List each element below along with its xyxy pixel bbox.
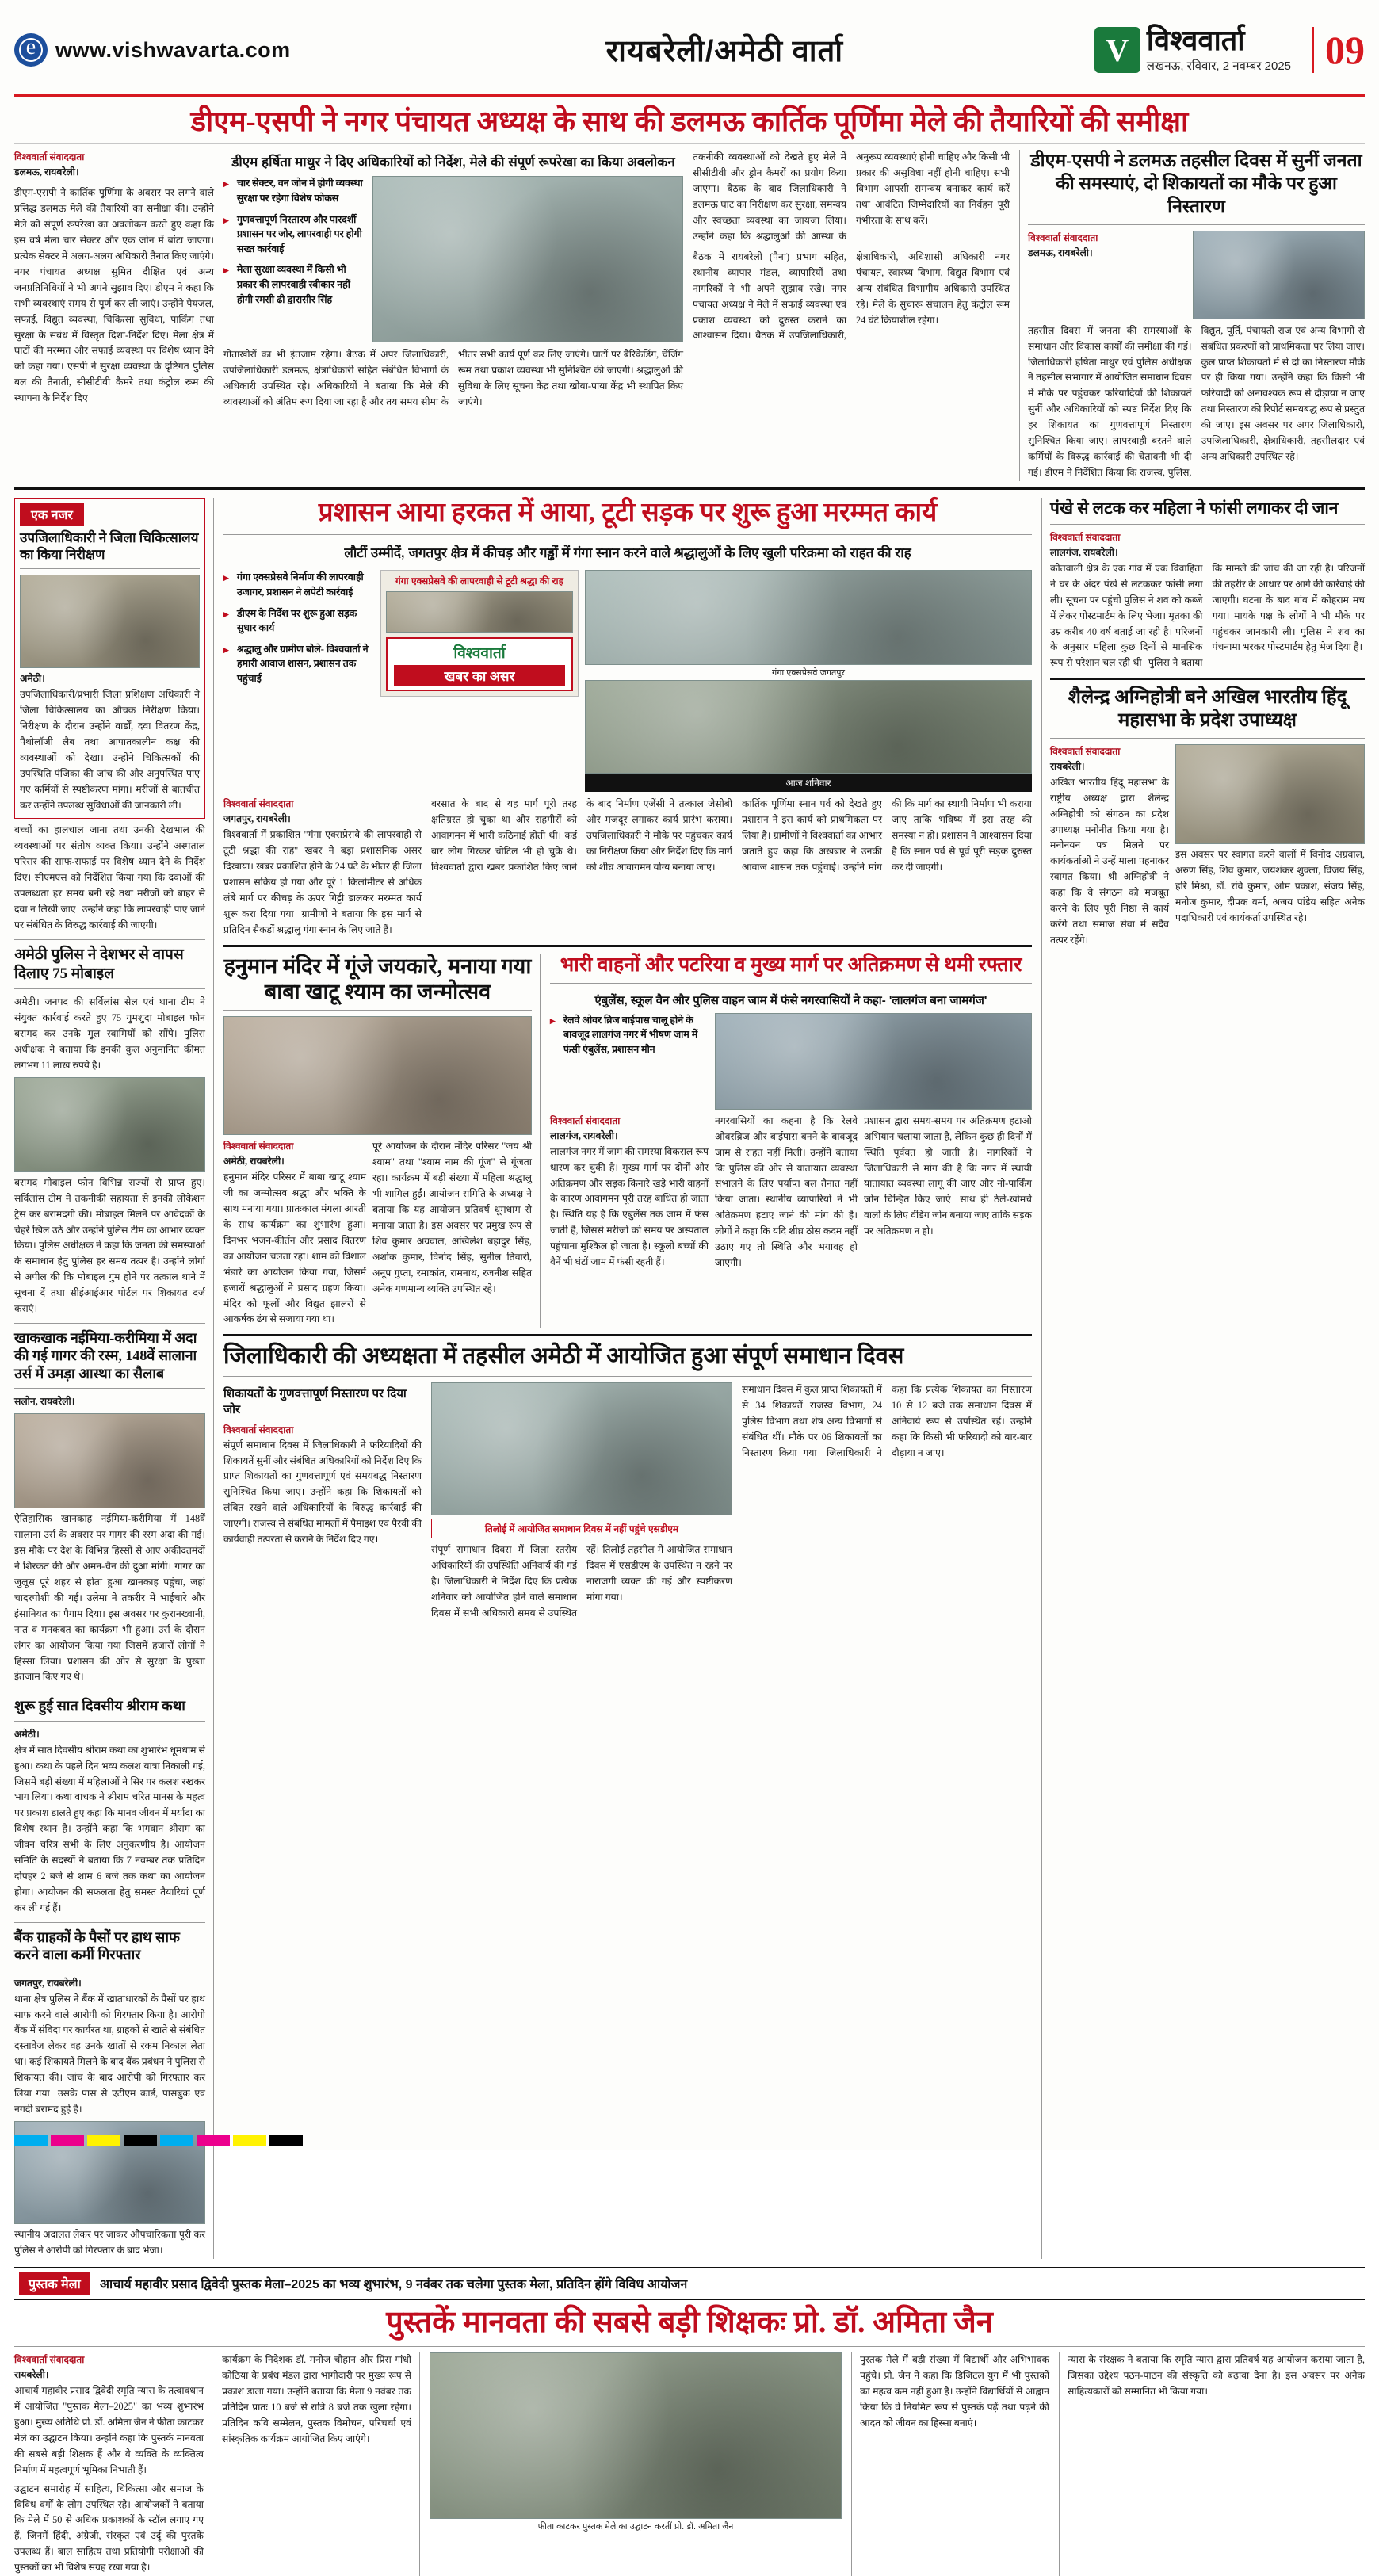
hanuman-byline: विश्ववार्ता संवाददाता xyxy=(223,1141,294,1152)
bank-news-text: थाना क्षेत्र पुलिस ने बैंक में खाताधारकों के पैसों पर हाथ साफ करने वाले आरोपी को गिरफ्तार किया है। आरोपी बैंक में संविदा पर कार्यरत था, ग्राहकों से खाते से संबंधित दस्तावेज लेकर वह उनके खातों से रकम निकाल लेता था। कई शिकायतें मिलने के बाद बैंक प्रबंधन ने पुलिस से शिकायत की। जांच के बाद आरोपी को गिरफ्तार कर लिया गया। उसके पास से एटीएम कार्ड, पासबुक एवं नगदी बरामद हुई है। xyxy=(14,1993,205,2115)
main-grid xyxy=(14,498,1365,2259)
book-fair-story xyxy=(14,2305,1365,2576)
gagar-news-text: ऐतिहासिक खानकाह नईमिया-करीमिया में 148वें सालाना उर्स के अवसर पर गागर की रस्म अदा की गई। इस मौके पर देश के विभिन्न हिस्सों से आए अकीदतमंदों ने शिरकत की और अमन-चैन की दुआ मांगी। गागर का जुलूस पूरे शहर से होता हुआ खानकाह पहुंचा, जहां चादरपोशी की गई। उलेमा ने तकरीर में भाईचारे और इंसानियत का पैगाम दिया। इस अवसर पर कुरानख्वानी, नात व मनकबत का कार्यक्रम भी हुआ। उर्स के दौरान लंगर का आयोजन किया गया जिसमें हजारों लोगों ने हिस्सा लिया। प्रशासन की ओर से सुरक्षा के पुख्ता इंतजाम किए गए थे। xyxy=(14,1513,205,1683)
shriram-news-dateline: अमेठी। xyxy=(14,1728,40,1740)
left-column xyxy=(14,498,214,2259)
side-top-headline: डीएम-एसपी ने डलमऊ तहसील दिवस में सुनीं जनता की समस्याएं, दो शिकायतों का मौके पर हुआ निस्तारण xyxy=(1030,151,1362,216)
gagar-news-photo xyxy=(14,1413,205,1508)
lead-right-column xyxy=(693,150,1010,480)
brand-name: विश्ववार्ता xyxy=(1146,24,1245,56)
traffic-photo xyxy=(715,1013,1032,1110)
samadhan-text-2: समाधान दिवस में कुल प्राप्त शिकायतों में से 34 शिकायतें राजस्व विभाग, 24 पुलिस विभाग तथा शेष अन्य विभागों से संबंधित थीं। मौके पर 06 शिकायतों का निस्तारण किया गया। जिलाधिकारी ने कहा कि प्रत्येक शिकायत का निस्तारण 10 से 12 बजे तक समाधान दिवस में अनिवार्य रूप से उपस्थित रहें। उन्होंने कहा कि किसी भी फरियादी को बार-बार दौड़ाया न जाए। xyxy=(742,1384,1032,1458)
woman-news-dateline: लालगंज, रायबरेली। xyxy=(1050,547,1118,559)
samadhan-text-3: संपूर्ण समाधान दिवस में जिला स्तरीय अधिकारियों की उपस्थिति अनिवार्य की गई है। जिलाधिकारी ने निर्देश दिए कि प्रत्येक शनिवार को आयोजित होने वाले समाधान दिवस में सभी अधिकारी समय से उपस्थित रहें। तिलोई तहसील में आयोजित समाधान दिवस में एसडीएम के उपस्थित न रहने पर नाराजगी व्यक्त की गई और स्पष्टीकरण मांगा गया। xyxy=(431,1544,732,1619)
book-fair-text-3: कार्यक्रम के निदेशक डॉ. मनोज चौहान और प्रिंस गांधी कोठिया के प्रबंध मंडल द्वारा भागीदारी पर मुख्य रूप से प्रकाश डाला गया। उन्होंने बताया कि मेला 9 नवंबर तक प्रतिदिन प्रातः 10 बजे से रात्रि 8 बजे तक खुला रहेगा। प्रतिदिन कवि सम्मेलन, पुस्तक विमोचन, परिचर्चा एवं सांस्कृतिक कार्यक्रम आयोजित किए जाएंगे। xyxy=(222,2354,411,2444)
road-text-2: बरसात के बाद से यह मार्ग पूरी तरह क्षतिग्रस्त हो चुका था और राहगीरों को आवागमन में भारी कठिनाई होती थी। कई बार लोग गिरकर चोटिल भी हो चुके थे। विश्ववार्ता द्वारा खबर प्रकाशित किए जाने के बाद निर्माण एजेंसी ने तत्काल जेसीबी और मजदूर लगाकर कार्य प्रारंभ कराया। उपजिलाधिकारी ने मौके पर पहुंचकर कार्य का निरीक्षण किया और निर्देश दिए कि मार्ग को शीघ्र आवागमन योग्य बनाया जाए। xyxy=(431,798,732,873)
print-color-bar xyxy=(14,2135,303,2146)
mobile-news-text: बरामद मोबाइल फोन विभिन्न राज्यों से प्राप्त हुए। सर्विलांस टीम ने तकनीकी सहायता से इनकी लोकेशन ट्रेस कर बरामदगी की। मोबाइल मिलने पर आवेदकों के चेहरे खिल उठे और उन्होंने पुलिस टीम का आभार व्यक्त किया। पुलिस अधीक्षक ने कहा कि जनता की समस्याओं के समाधान हेतु पुलिस हर समय तत्पर है। उन्होंने लोगों से अपील की कि मोबाइल गुम होने पर तत्काल थाने में सूचना दें तथा सीईआईआर पोर्टल पर शिकायत दर्ज कराएं। xyxy=(14,1176,205,1315)
lead-photo xyxy=(372,176,683,342)
lead-subhead: डीएम हर्षिता माथुर ने दिए अधिकारियों को निर्देश, मेले की संपूर्ण रूपरेखा का किया अवलोकन xyxy=(231,155,675,170)
gagar-news-headline: खाकखाक नईमिया-करीमिया में अदा की गई गागर की रस्म, 148वें सालाना उर्स में उमड़ा आस्था का सैलाब xyxy=(14,1329,197,1382)
edition-title: रायबरेली/अमेठी वार्ता xyxy=(605,35,844,68)
road-photo-2 xyxy=(585,680,1032,774)
road-headline: प्रशासन आया हरकत में आया, टूटी सड़क पर शुरू हुआ मरम्मत कार्य xyxy=(318,498,938,527)
gagar-news-dateline: सलोन, रायबरेली। xyxy=(14,1396,75,1408)
book-fair-dateline: रायबरेली। xyxy=(14,2369,49,2381)
hanuman-text: हनुमान मंदिर परिसर में बाबा खाटू श्याम जी का जन्मोत्सव श्रद्धा और भक्ति के साथ मनाया गया। प्रातःकाल मंगला आरती के साथ कार्यक्रम का शुभारंभ हुआ। दिनभर भजन-कीर्तन और प्रसाद वितरण का आयोजन चलता रहा। शाम को विशाल भंडारे का आयोजन किया गया, जिसमें हजारों श्रद्धालुओं ने प्रसाद ग्रहण किया। मंदिर को फूलों और विद्युत झालरों से आकर्षक ढंग से सजाया गया था। xyxy=(223,1171,366,1325)
ek-nazar-photo xyxy=(20,575,200,668)
traffic-text-3: प्रशासन द्वारा समय-समय पर अतिक्रमण हटाओ अभियान चलाया जाता है, लेकिन कुछ ही दिनों में स्थिति पूर्ववत हो जाती है। नागरिकों ने जिलाधिकारी से मांग की है कि नगर में स्थायी यातायात व्यवस्था लागू की जाए और नो-पार्किंग जोन चिन्हित किए जाएं। साथ ही ठेले-खोमचे वालों के लिए वेंडिंग जोन बनाया जाए ताकि सड़क पर अतिक्रमण न हो। xyxy=(864,1114,1032,1237)
road-text-3: कार्तिक पूर्णिमा स्नान पर्व को देखते हुए प्रशासन ने इस कार्य को प्राथमिकता पर लिया है। ग्रामीणों ने विश्ववार्ता का आभार जताते हुए कहा कि अखबार ने उनकी आवाज शासन तक पहुंचाई। उन्होंने मांग की कि मार्ग का स्थायी निर्माण भी कराया जाए ताकि भविष्य में इस तरह की समस्या न हो। प्रशासन ने आश्वासन दिया है कि स्नान पर्व से पूर्व पूरी सड़क दुरुस्त कर दी जाएगी। xyxy=(742,798,1032,873)
traffic-story xyxy=(550,954,1032,1328)
hanuman-photo xyxy=(223,1016,532,1135)
book-fair-text-1: आचार्य महावीर प्रसाद द्विवेदी स्मृति न्यास के तत्वावधान में आयोजित "पुस्तक मेला–2025" का भव्य शुभारंभ हुआ। मुख्य अतिथि प्रो. डॉ. अमिता जैन ने फीता काटकर मेले का उद्घाटन किया। उन्होंने कहा कि पुस्तकें मानवता की सबसे बड़ी शिक्षक हैं और वे व्यक्ति के व्यक्तित्व निर्माण में महत्वपूर्ण भूमिका निभाती हैं। xyxy=(14,2385,204,2475)
hanuman-text-2: पूरे आयोजन के दौरान मंदिर परिसर "जय श्री श्याम" तथा "श्याम नाम की गूंज" से गूंजता रहा। कार्यक्रम में बड़ी संख्या में महिला श्रद्धालु भी शामिल हुईं। आयोजन समिति के अध्यक्ष ने बताया कि यह आयोजन प्रतिवर्ष धूमधाम से मनाया जाता है। इस अवसर पर प्रमुख रूप से शिव कुमार अग्रवाल, अखिलेश बहादुर सिंह, अशोक कुमार, विनोद सिंह, सुनील तिवारी, अनूप गुप्ता, रमाकांत, रामनाथ, रजनीश सहित अनेक गणमान्य व्यक्ति उपस्थित रहे। xyxy=(372,1141,532,1294)
woman-news-byline: विश्ववार्ता संवाददाता xyxy=(1050,532,1121,544)
lead-story xyxy=(14,105,1365,481)
masthead-center xyxy=(355,29,1094,71)
samadhan-headline: जिलाधिकारी की अध्यक्षता में तहसील अमेठी में आयोजित हुआ संपूर्ण समाधान दिवस xyxy=(223,1343,904,1370)
road-text-1: विश्ववार्ता में प्रकाशित "गंगा एक्सप्रेसवे की लापरवाही से टूटी श्रद्धा की राह" खबर ने बड़ा प्रशासनिक असर दिखाया। खबर प्रकाशित होने के 24 घंटे के भीतर ही जिला प्रशासन सक्रिय हो गया और पूरे 1 किलोमीटर से अधिक लंबे मार्ग पर कीचड़ के ऊपर गिट्टी डालकर मरम्मत कार्य शुरू करा दिया गया। ग्रामीणों ने बताया कि इस मार्ग से प्रतिदिन सैकड़ों श्रद्धालु गंगा स्नान के लिए जाते हैं। xyxy=(223,829,422,935)
ek-nazar-headline: उपजिलाधिकारी ने जिला चिकित्सालय का किया निरीक्षण xyxy=(20,529,199,563)
road-dateline: जगतपुर, रायबरेली। xyxy=(223,813,291,825)
samadhan-subhead: शिकायतों के गुणवत्तापूर्ण निस्तारण पर दिया जोर xyxy=(223,1387,407,1417)
road-story xyxy=(223,498,1032,938)
book-fair-photo-caption: फीता काटकर पुस्तक मेले का उद्घाटन करतीं प्रो. डॉ. अमिता जैन xyxy=(537,2522,734,2532)
shriram-news-headline: शुरू हुई सात दिवसीय श्रीराम कथा xyxy=(14,1698,185,1714)
traffic-subhead: एंबुलेंस, स्कूल वैन और पुलिस वाहन जाम में फंसे नगरवासियों ने कहा- 'लालगंज बना जामगंज' xyxy=(594,993,987,1007)
mahasabha-photo xyxy=(1175,744,1365,844)
book-fair-bar xyxy=(14,2267,1365,2300)
mahasabha-text: अखिल भारतीय हिंदू महासभा के राष्ट्रीय अध्यक्ष द्वारा शैलेन्द्र अग्निहोत्री को संगठन का प्रदेश उपाध्यक्ष मनोनीत किया गया है। मनोनयन पत्र मिलने पर कार्यकर्ताओं ने उन्हें माला पहनाकर स्वागत किया। श्री अग्निहोत्री ने कहा कि वे संगठन को मजबूत करने के लिए पूरी निष्ठा से कार्य करेंगे तथा समाज सेवा में सदैव तत्पर रहेंगे। xyxy=(1050,776,1169,946)
logo-block xyxy=(1094,26,1291,74)
lead-headline: डीएम-एसपी ने नगर पंचायत अध्यक्ष के साथ की डलमऊ कार्तिक पूर्णिमा मेले की तैयारियों की समीक्षा xyxy=(190,105,1189,137)
road-photo-caption-1: गंगा एक्सप्रेसवे जगतपुर xyxy=(772,668,845,678)
lead-text-1: डीएम-एसपी ने कार्तिक पूर्णिमा के अवसर पर लगने वाले प्रसिद्ध डलमऊ मेले की तैयारियों का समीक्षा की। उन्होंने मेले को संपूर्ण रूपरेखा का अवलोकन करते हुए कहा कि इस वर्ष मेला चार सेक्टर और एक जोन में बांटा जाएगा। प्रत्येक सेक्टर में अलग-अलग अधिकारी तैनात किए जाएंगे। नगर पंचायत अध्यक्ष सुमित दीक्षित एवं अन्य जनप्रतिनिधियों ने भी अपने सुझाव दिए। डीएम ने कहा कि सभी व्यवस्थाएं समय से पूर्ण कर ली जाएं। उन्होंने पेयजल, सफाई, विद्युत व्यवस्था, चिकित्सा सुविधा, पार्किंग तथा सुरक्षा के संबंध में विस्तृत दिशा-निर्देश दिए। मेला क्षेत्र में घाटों की मरम्मत और सफाई व्यवस्था पर विशेष ध्यान देने को कहा गया। एसपी ने सुरक्षा व्यवस्था के दृष्टिगत पुलिस बल की तैनाती, सीसीटीवी कैमरे तथा कंट्रोल रूम की स्थापना के निर्देश दिए। xyxy=(14,187,214,404)
page-number: 09 xyxy=(1312,27,1365,73)
ek-nazar-text-2: बच्चों का हालचाल जाना तथा उनकी देखभाल की व्यवस्थाओं पर संतोष व्यक्त किया। उन्होंने अस्पताल परिसर की साफ-सफाई पर विशेष ध्यान देने के निर्देश दिए। सीएमएस को निर्देशित किया गया कि दवाओं की उपलब्धता हर समय बनी रहे तथा मरीजों को बाहर से दवा न लिखी जाए। उन्होंने कहा कि लापरवाही पाए जाने पर संबंधित के विरुद्ध कार्रवाई की जाएगी। xyxy=(14,824,205,931)
samadhan-photo xyxy=(431,1382,732,1515)
ek-nazar-dateline: अमेठी। xyxy=(20,673,45,685)
woman-news-text: कोतवाली क्षेत्र के एक गांव में एक विवाहिता ने घर के अंदर पंखे से लटककर फांसी लगा ली। सूचना पर पहुंची पुलिस ने शव को कब्जे में लेकर पोस्टमार्टम के लिए भेजा। मृतका की उम्र करीब 40 वर्ष बताई जा रही है। परिजनों के अनुसार महिला कुछ दिनों से मानसिक रूप से परेशान चल रही थी। पुलिस ने बताया कि मामले की जांच की जा रही है। परिजनों की तहरीर के आधार पर आगे की कार्रवाई की जाएगी। घटना के बाद गांव में कोहराम मच गया। मायके पक्ष के लोगों ने भी मौके पर पहुंचकर जानकारी ली। पुलिस ने शव का पंचनामा भरकर पोस्टमार्टम हेतु भेज दिया है। xyxy=(1050,562,1365,669)
traffic-headline: भारी वाहनों और पटरिया व मुख्य मार्ग पर अतिक्रमण से थमी रफ्तार xyxy=(560,954,1022,976)
khabar-ka-asar-stamp xyxy=(386,637,573,691)
book-fair-headline: पुस्तकें मानवता की सबसे बड़ी शिक्षकः प्रो. डॉ. अमिता जैन xyxy=(386,2305,993,2339)
bank-news-text-2: स्थानीय अदालत लेकर पर जाकर औपचारिकता पूरी कर पुलिस ने आरोपी को गिरफ्तार के बाद भेजा। xyxy=(14,2228,205,2256)
road-bullet-list xyxy=(223,570,374,792)
traffic-dateline: लालगंज, रायबरेली। xyxy=(550,1129,618,1141)
mahasabha-byline: विश्ववार्ता संवाददाता xyxy=(1050,745,1121,757)
lead-center-column xyxy=(223,150,683,480)
book-fair-tag: पुस्तक मेला xyxy=(19,2272,90,2295)
mahasabha-dateline: रायबरेली। xyxy=(1050,760,1085,772)
traffic-bullet-list xyxy=(550,1013,709,1110)
traffic-text-1: लालगंज नगर में जाम की समस्या विकराल रूप धारण कर चुकी है। मुख्य मार्ग पर दोनों ओर अतिक्रमण और सड़क किनारे खड़े भारी वाहनों के कारण आवागमन पूरी तरह बाधित हो जाता है। स्थिति यह है कि एंबुलेंस तक जाम में फंस जाती हैं, जिससे मरीजों को समय पर अस्पताल पहुंचाना मुश्किल हो जाता है। स्कूली बच्चों की वैनें भी घंटों जाम में फंसी रहती हैं। xyxy=(550,1145,709,1268)
ek-nazar-box xyxy=(14,498,205,820)
lead-byline: विश्ववार्ता संवाददाता xyxy=(14,151,85,163)
masthead-left xyxy=(14,33,355,67)
book-fair-text-4: पुस्तक मेले में बड़ी संख्या में विद्यार्थी और अभिभावक पहुंचे। प्रो. जैन ने कहा कि डिजिटल युग में भी पुस्तकों का महत्व कम नहीं हुआ है। उन्होंने विद्यार्थियों से आह्वान किया कि वे नियमित रूप से पुस्तकें पढ़ें तथा पढ़ने की आदत को जीवन का हिस्सा बनाएं। xyxy=(860,2354,1049,2429)
side-top-story xyxy=(1019,150,1365,480)
traffic-bullet: ▸ रेलवे ओवर ब्रिज बाईपास चालू होने के बावजूद लालगंज नगर में भीषण जाम में फंसी एंबुलेंस, प्रशासन मौन xyxy=(550,1013,709,1057)
road-bullet: ▸ डीएम के निर्देश पर शुरू हुआ सड़क सुधार कार्य xyxy=(223,606,374,636)
section-label-ek-nazar: एक नजर xyxy=(20,503,84,526)
road-photo-caption-2: आज शनिवार xyxy=(585,774,1032,792)
clipping-headline: गंगा एक्सप्रेसवे की लापरवाही से टूटी श्रद्धा की राह xyxy=(395,575,563,587)
side-top-photo xyxy=(1193,231,1365,319)
road-subhead: लौटीं उम्मीदें, जगतपुर क्षेत्र में कीचड़ और गड्ढों में गंगा स्नान करने वाले श्रद्धालुओं के लिए खुली परिक्रमा को राहत की राह xyxy=(344,545,911,561)
road-bullet: ▸ श्रद्धालु और ग्रामीण बोले- विश्ववार्ता ने हमारी आवाज शासन, प्रशासन तक पहुंचाई xyxy=(223,642,374,686)
lead-text-2: गोताखोरों का भी इंतजाम रहेगा। बैठक में अपर जिलाधिकारी, उपजिलाधिकारी डलमऊ, क्षेत्राधिकारी सहित संबंधित विभागों के अधिकारी उपस्थित रहे। अधिकारियों ने बताया कि मेले की व्यवस्थाओं को अंतिम रूप दिया जा रहा है और तय समय सीमा के भीतर सभी कार्य पूर्ण कर लिए जाएंगे। घाटों पर बैरिकेडिंग, चेंजिंग रूम तथा प्रकाश व्यवस्था भी सुनिश्चित की जाएगी। श्रद्धालुओं की सुविधा के लिए सूचना केंद्र तथा खोया-पाया केंद्र भी स्थापित किए जाएंगे। xyxy=(223,349,683,408)
mobile-news-dateline: अमेठी। जनपद की सर्विलांस सेल एवं थाना टीम ने संयुक्त कार्रवाई करते हुए 75 गुमशुदा मोबाइल फोन बरामद कर उनके मूल स्वामियों को सौंपे। पुलिस अधीक्षक ने बताया कि इनकी कुल अनुमानित कीमत लगभग 11 लाख रुपये है। xyxy=(14,996,205,1071)
mid-row xyxy=(223,954,1032,1328)
book-fair-photo xyxy=(430,2352,842,2519)
side-top-dateline: डलमऊ, रायबरेली। xyxy=(1028,247,1093,258)
road-photo-1 xyxy=(585,570,1032,665)
place-date: लखनऊ, रविवार, 2 नवम्बर 2025 xyxy=(1146,59,1291,73)
site-url[interactable]: www.vishwavarta.com xyxy=(55,37,291,62)
lead-bullet-list xyxy=(223,176,366,342)
clipping-photo xyxy=(386,591,573,633)
samadhan-story xyxy=(223,1343,1032,1621)
book-fair-byline: विश्ववार्ता संवाददाता xyxy=(14,2354,85,2366)
side-top-byline: विश्ववार्ता संवाददाता xyxy=(1028,231,1098,243)
bank-news-headline: बैंक ग्राहकों के पैसों पर हाथ साफ करने वाला कर्मी गिरफ्तार xyxy=(14,1928,180,1963)
mahasabha-headline: शैलेन्द्र अग्निहोत्री बने अखिल भारतीय हिंदू महासभा के प्रदेश उपाध्यक्ष xyxy=(1068,687,1347,732)
traffic-text-2: नगरवासियों का कहना है कि रेलवे ओवरब्रिज और बाईपास बनने के बावजूद जाम से राहत नहीं मिली। उन्होंने बताया कि पुलिस की ओर से यातायात व्यवस्था संभालने के लिए पर्याप्त बल तैनात नहीं किया जाता। स्थानीय व्यापारियों ने भी अतिक्रमण हटाए जाने की मांग की है। लोगों ने कहा कि यदि शीघ्र ठोस कदम नहीं उठाए गए तो स्थिति और भयावह हो जाएगी। xyxy=(715,1114,858,1268)
samadhan-red-caption: तिलोई में आयोजित समाधान दिवस में नहीं पहुंचे एसडीएम xyxy=(431,1519,732,1538)
lead-bullet: ▸ मेला सुरक्षा व्यवस्था में किसी भी प्रकार की लापरवाही स्वीकार नहीं होगी रमसी ढी द्वारासीर सिंह xyxy=(223,262,366,307)
ek-nazar-text: उपजिलाधिकारी/प्रभारी जिला प्रशिक्षण अधिकारी ने जिला चिकित्सालय का औचक निरीक्षण किया। निरीक्षण के दौरान उन्होंने वार्डों, दवा वितरण केंद्र, पैथोलॉजी लैब तथा आपातकालीन कक्ष की व्यवस्थाओं को देखा। उन्होंने चिकित्सकों की उपस्थिति पंजिका की जांच की और अनुपस्थित पाए गए कर्मियों से स्पष्टीकरण मांगा। मरीजों से बातचीत कर उन्होंने उपलब्ध सुविधाओं की जानकारी ली। xyxy=(20,689,200,811)
mobile-news-photo xyxy=(14,1077,205,1172)
book-fair-text-5: न्यास के संरक्षक ने बताया कि स्मृति न्यास द्वारा प्रतिवर्ष यह आयोजन कराया जाता है, जिसका उद्देश्य पठन-पाठन की संस्कृति को बढ़ावा देना है। इस अवसर पर अनेक साहित्यकारों को सम्मानित भी किया गया। xyxy=(1068,2354,1365,2398)
traffic-byline: विश्ववार्ता संवाददाता xyxy=(550,1114,621,1126)
lead-dateline: डलमऊ, रायबरेली। xyxy=(14,166,79,178)
hanuman-dateline: अमेठी, रायबरेली। xyxy=(223,1156,285,1168)
book-fair-text-2: उद्घाटन समारोह में साहित्य, चिकित्सा और समाज के विविध वर्गों के लोग उपस्थित रहे। आयोजकों ने बताया कि मेले में 50 से अधिक प्रकाशकों के स्टॉल लगाए गए हैं, जिनमें हिंदी, अंग्रेजी, संस्कृत एवं उर्दू की पुस्तकें उपलब्ध हैं। बाल साहित्य तथा प्रतियोगी परीक्षाओं की पुस्तकों का भी विशेष संग्रह रखा गया है। xyxy=(14,2482,204,2574)
road-bullet: ▸ गंगा एक्सप्रेसवे निर्माण की लापरवाही उजागर, प्रशासन ने लपेटी कार्रवाई xyxy=(223,570,374,599)
hanuman-story xyxy=(223,954,541,1328)
book-fair-bar-text: आचार्य महावीर प्रसाद द्विवेदी पुस्तक मेला–2025 का भव्य शुभारंभ, 9 नवंबर तक चलेगा पुस्तक मेला, प्रतिदिन होंगे विविध आयोजन xyxy=(99,2277,688,2291)
masthead-right xyxy=(1094,26,1365,74)
mobile-news-headline: अमेठी पुलिस ने देशभर से वापस दिलाए 75 मोबाइल xyxy=(14,946,184,982)
masthead xyxy=(14,11,1365,97)
lead-text-4: बैठक में रायबरेली (पैना) प्रभाग सहित, स्थानीय व्यापार मंडल, व्यापारियों तथा नागरिकों ने भी अपने सुझाव रखे। नगर पंचायत अध्यक्ष ने मेले में सफाई व्यवस्था एवं प्रकाश व्यवस्था को दुरुस्त कराने का आश्वासन दिया। बैठक में उपजिलाधिकारी, क्षेत्राधिकारी, अधिशासी अधिकारी नगर पंचायत, स्वास्थ्य विभाग, विद्युत विभाग एवं अन्य संबंधित विभागीय अधिकारी उपस्थित रहे। मेले के सुचारू संचालन हेतु कंट्रोल रूम 24 घंटे क्रियाशील रहेगा। xyxy=(693,250,1010,342)
globe-icon xyxy=(14,33,48,67)
mahasabha-text-2: इस अवसर पर स्वागत करने वालों में विनोद अग्रवाल, अरुण सिंह, शिव कुमार, जयशंकर शुक्ला, विजय सिंह, हरि मिश्रा, डॉ. रवि कुमार, ओम प्रकाश, संजय सिंह, मनोज कुमार, दीपक वर्मा, अजय पांडेय सहित अनेक पदाधिकारी एवं कार्यकर्ता उपस्थित रहे। xyxy=(1175,848,1365,923)
stamp-brand: विश्ववार्ता xyxy=(453,644,506,662)
hanuman-headline: हनुमान मंदिर में गूंजे जयकारे, मनाया गया बाबा खाटू श्याम का जन्मोत्सव xyxy=(223,954,532,1003)
bank-news-dateline: जगतपुर, रायबरेली। xyxy=(14,1977,82,1989)
samadhan-byline: विश्ववार्ता संवाददाता xyxy=(223,1424,294,1435)
samadhan-text-1: संपूर्ण समाधान दिवस में जिलाधिकारी ने फरियादियों की शिकायतें सुनीं और संबंधित अधिकारियों को निर्देश दिए कि प्राप्त शिकायतों का गुणवत्तापूर्ण एवं समयबद्ध निस्तारण सुनिश्चित किया जाए। उन्होंने कहा कि शिकायतों को लंबित रखने वाले अधिकारियों के विरुद्ध कार्रवाई की जाएगी। राजस्व से संबंधित मामलों में पैमाइश एवं पैरवी की कार्यवाही तत्परता से कराने के निर्देश दिए गए। xyxy=(223,1439,422,1546)
stamp-tag: खबर का असर xyxy=(394,665,565,686)
right-column xyxy=(1041,498,1365,2259)
shriram-news-text: क्षेत्र में सात दिवसीय श्रीराम कथा का शुभारंभ धूमधाम से हुआ। कथा के पहले दिन भव्य कलश यात्रा निकाली गई, जिसमें बड़ी संख्या में महिलाओं ने सिर पर कलश रखकर भाग लिया। कथा वाचक ने श्रीराम चरित मानस के महत्व पर प्रकाश डालते हुए कहा कि मानव जीवन में मर्यादा का विशेष स्थान है। उन्होंने कहा कि भगवान श्रीराम का जीवन चरित्र सभी के लिए अनुकरणीय है। आयोजन समिति के सदस्यों ने बताया कि 7 नवम्बर तक प्रतिदिन दोपहर 2 बजे से शाम 6 बजे तक कथा का आयोजन होगा। आयोजन की सफलता हेतु समस्त तैयारियां पूर्ण कर ली गई हैं। xyxy=(14,1744,205,1913)
brand-logo-icon: V xyxy=(1094,27,1140,73)
lead-text-3: तकनीकी व्यवस्थाओं को देखते हुए मेले में सीसीटीवी और ड्रोन कैमरों का प्रयोग किया जाएगा। बैठक के बाद जिलाधिकारी ने डलमऊ घाट का निरीक्षण कर सुरक्षा, समन्वय और स्वच्छता व्यवस्था का जायजा लिया। उन्होंने कहा कि श्रद्धालुओं की आस्था के अनुरूप व्यवस्थाएं होनी चाहिए और किसी भी प्रकार की असुविधा नहीं होनी चाहिए। सभी विभाग आपसी समन्वय बनाकर कार्य करें तथा आवंटित जिम्मेदारियों का निर्वहन पूरी गंभीरता के साथ करें। xyxy=(693,151,1010,242)
lead-left-column xyxy=(14,150,214,480)
side-top-text: तहसील दिवस में जनता की समस्याओं के समाधान और विकास कार्यों की समीक्षा की गई। जिलाधिकारी हर्षिता माथुर एवं पुलिस अधीक्षक ने तहसील सभागार में आयोजित समाधान दिवस में मौके पर पहुंचकर फरियादियों की शिकायतें सुनीं और अधिकारियों को स्पष्ट निर्देश दिए कि हर शिकायत का गुणवत्तापूर्ण निस्तारण सुनिश्चित किया जाए। लापरवाही बरतने वाले कर्मियों के विरुद्ध कार्रवाई की चेतावनी भी दी गई। डीएम ने निर्देशित किया कि राजस्व, पुलिस, विद्युत, पूर्ति, पंचायती राज एवं अन्य विभागों से संबंधित प्रकरणों को प्राथमिकता पर लिया जाए। कुल प्राप्त शिकायतों में से दो का निस्तारण मौके पर ही किया गया। उन्होंने कहा कि किसी भी फरियादी को अनावश्यक रूप से दौड़ाया न जाए तथा निस्तारण की रिपोर्ट समयबद्ध रूप से प्रस्तुत की जाए। इस अवसर पर अपर जिलाधिकारी, उपजिलाधिकारी, क्षेत्राधिकारी, तहसीलदार एवं अन्य अधिकारी उपस्थित रहे। xyxy=(1028,324,1365,478)
road-byline: विश्ववार्ता संवाददाता xyxy=(223,798,294,810)
lead-bullet: ▸ गुणवत्तापूर्ण निस्तारण और पारदर्शी प्रशासन पर जोर, लापरवाही पर होगी सख्त कार्रवाई xyxy=(223,212,366,257)
center-column xyxy=(223,498,1032,2259)
woman-news-headline: पंखे से लटक कर महिला ने फांसी लगाकर दी जान xyxy=(1050,498,1339,518)
lead-bullet: ▸ चार सेक्टर, वन जोन में होगी व्यवस्था सुरक्षा पर रहेगा विशेष फोकस xyxy=(223,176,366,205)
